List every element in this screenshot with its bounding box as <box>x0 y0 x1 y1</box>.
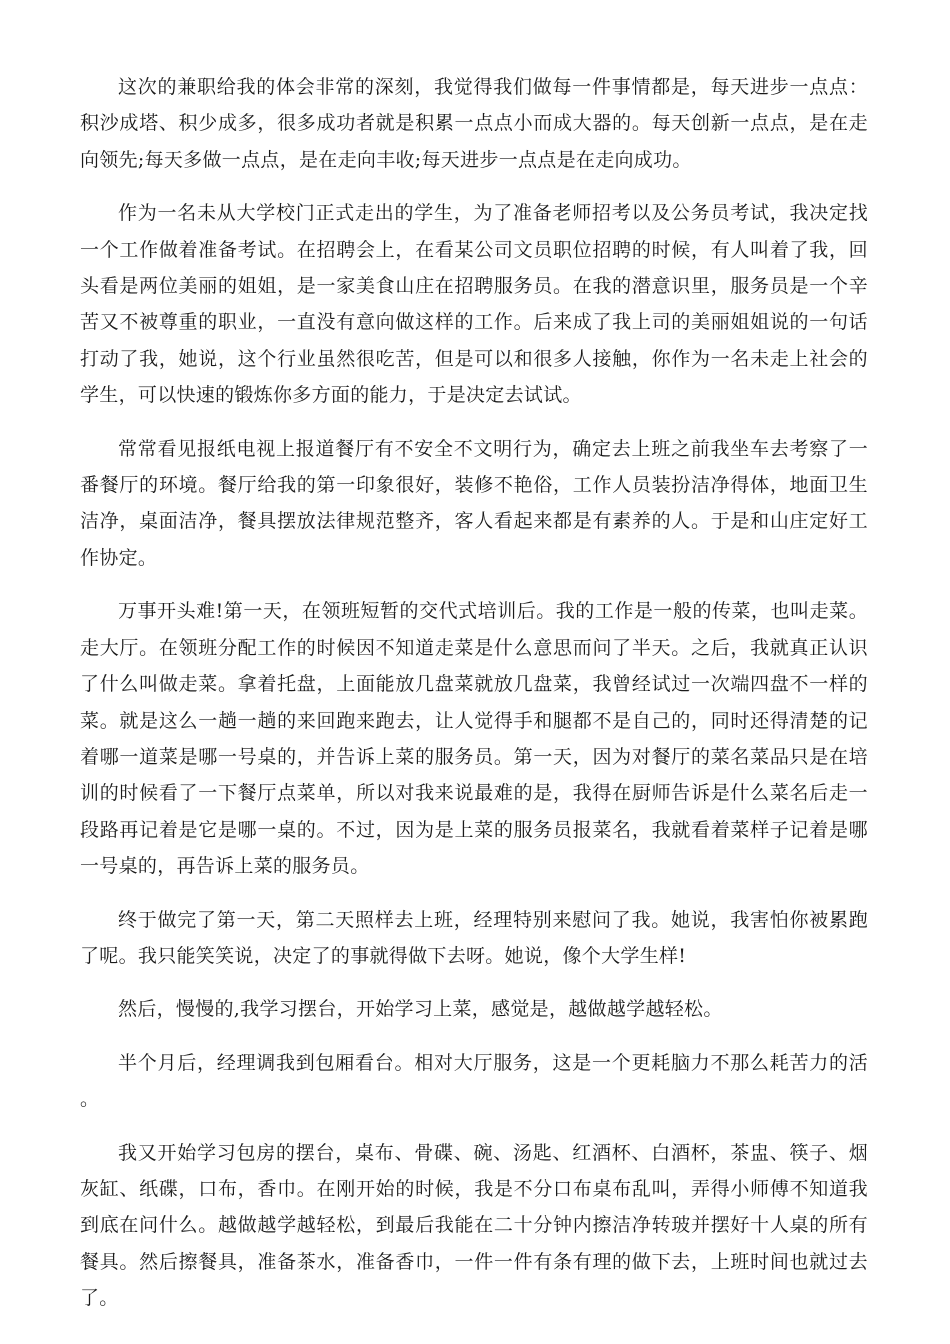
paragraph-5: 终于做完了第一天，第二天照样去上班，经理特别来慰问了我。她说，我害怕你被累跑了呢。我只能笑笑说，决定了的事就得做下去呀。她说，像个大学生样! <box>80 908 868 967</box>
paragraph-6: 然后，慢慢的,我学习摆台，开始学习上菜，感觉是，越做越学越轻松。 <box>118 998 723 1021</box>
paragraph-8: 我又开始学习包房的摆台，桌布、骨碟、碗、汤匙、红酒杯、白酒杯，茶盅、筷子、烟灰缸、纸碟，口布，香巾。在刚开始的时候，我是不分口布桌布乱叫，弄得小师傅不知道我到底在问什么。越做越学越轻松，到最后我能在二十分钟内擦洁净转玻并摆好十人桌的所有餐具。然后擦餐具，准备茶水，准备香巾，一件一件有条有理的做下去，上班时间也就过去了。 <box>80 1141 868 1310</box>
paragraph-4: 万事开头难!第一天，在领班短暂的交代式培训后。我的工作是一般的传菜，也叫走菜。走大厅。在领班分配工作的时候因不知道走菜是什么意思而问了半天。之后，我就真正认识了什么叫做走菜。拿着托盘，上面能放几盘菜就放几盘菜，我曾经试过一次端四盘不一样的菜。就是这么一趟一趟的来回跑来跑去，让人觉得手和腿都不是自己的，同时还得清楚的记着哪一道菜是哪一号桌的，并告诉上菜的服务员。第一天，因为对餐厅的菜名菜品只是在培训的时候看了一下餐厅点菜单，所以对我来说最难的是，我得在厨师告诉是什么菜名后走一段路再记着是它是哪一桌的。不过，因为是上菜的服务员报菜名，我就看着菜样子记着是哪一号桌的，再告诉上菜的服务员。 <box>80 600 868 878</box>
paragraph-2: 作为一名未从大学校门正式走出的学生，为了准备老师招考以及公务员考试，我决定找一个工作做着准备考试。在招聘会上，在看某公司文员职位招聘的时候，有人叫着了我，回头看是两位美丽的姐姐，是一家美食山庄在招聘服务员。在我的潜意识里，服务员是一个辛苦又不被尊重的职业，一直没有意向做这样的工作。后来成了我上司的美丽姐姐说的一句话打动了我，她说，这个行业虽然很吃苦，但是可以和很多人接触，你作为一名未走上社会的学生，可以快速的锻炼你多方面的能力，于是决定去试试。 <box>80 202 868 407</box>
paragraph-1: 这次的兼职给我的体会非常的深刻，我觉得我们做每一件事情都是，每天进步一点点：积沙成塔、积少成多，很多成功者就是积累一点点小而成大器的。每天创新一点点，是在走向领先;每天多做一点点，是在走向丰收;每天进步一点点是在走向成功。 <box>80 76 868 171</box>
paragraph-3: 常常看见报纸电视上报道餐厅有不安全不文明行为，确定去上班之前我坐车去考察了一番餐厅的环境。餐厅给我的第一印象很好，装修不艳俗，工作人员装扮洁净得体，地面卫生洁净，桌面洁净，餐具摆放法律规范整齐，客人看起来都是有素养的人。于是和山庄定好工作协定。 <box>80 437 868 569</box>
paragraph-7: 半个月后，经理调我到包厢看台。相对大厅服务，这是一个更耗脑力不那么耗苦力的活。 <box>80 1051 868 1111</box>
document-page <box>80 69 868 1334</box>
